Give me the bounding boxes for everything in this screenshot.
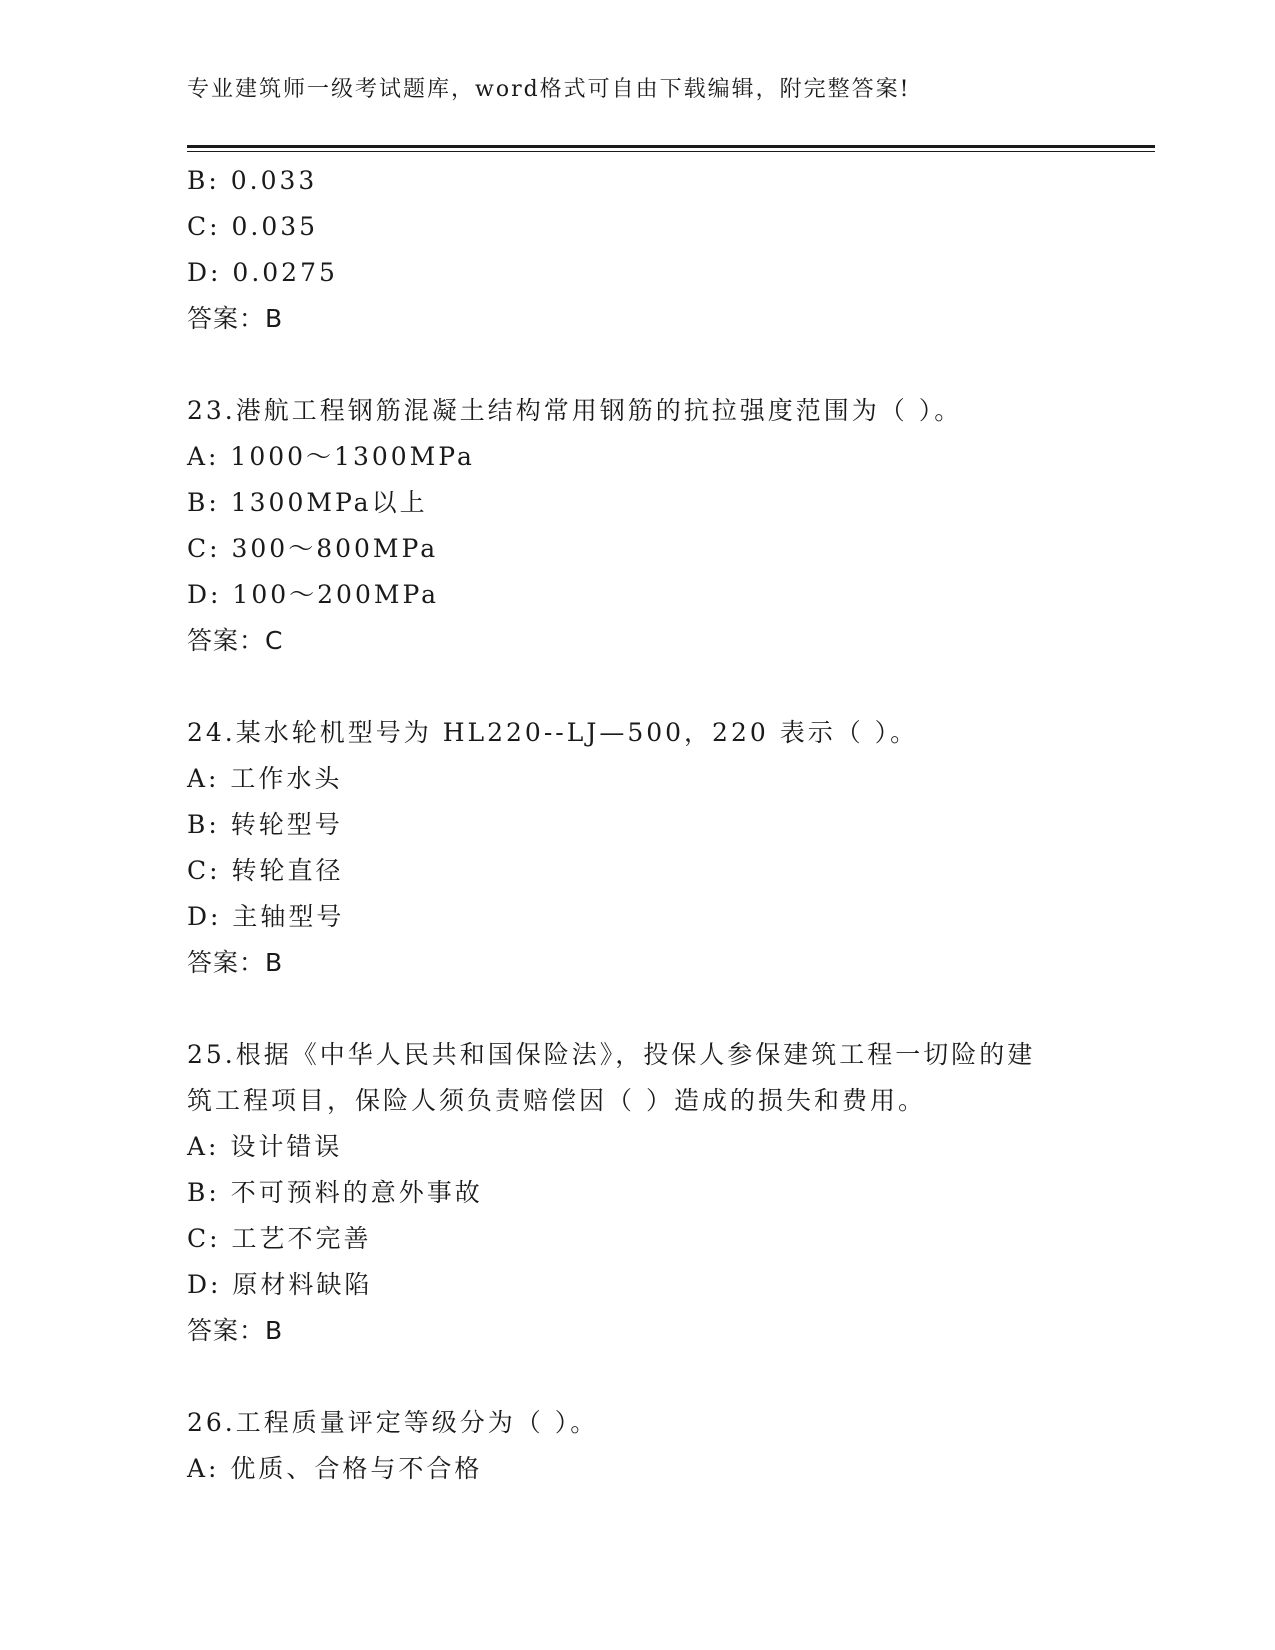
page-header: 专业建筑师一级考试题库，word格式可自由下载编辑，附完整答案!	[187, 77, 911, 102]
question-stem-line-1: 25.根据《中华人民共和国保险法》，投保人参保建筑工程一切险的建	[187, 1040, 1036, 1069]
question-22-tail	[187, 158, 1087, 342]
option-a: A: 1000～1300MPa	[187, 442, 475, 471]
option-c: C: 0.035	[187, 212, 319, 241]
question-26	[187, 1400, 1087, 1492]
question-24	[187, 710, 1087, 986]
option-d: D: 0.0275	[187, 258, 338, 287]
question-25	[187, 1032, 1087, 1354]
answer: 答案：B	[187, 948, 284, 977]
question-stem: 23.港航工程钢筋混凝土结构常用钢筋的抗拉强度范围为（ ）。	[187, 396, 963, 425]
header-rule-thick	[187, 145, 1155, 148]
answer: 答案：B	[187, 304, 284, 333]
option-d: D: 100～200MPa	[187, 580, 440, 609]
option-c: C: 工艺不完善	[187, 1224, 372, 1253]
option-c: C: 300～800MPa	[187, 534, 439, 563]
answer: 答案：C	[187, 626, 284, 655]
question-stem: 24.某水轮机型号为 HL220--LJ—500，220 表示（ ）。	[187, 718, 919, 747]
question-stem: 26.工程质量评定等级分为（ ）。	[187, 1408, 599, 1437]
option-a: A: 优质、合格与不合格	[187, 1454, 483, 1483]
question-23	[187, 388, 1087, 664]
question-stem-line-2: 筑工程项目，保险人须负责赔偿因（ ）造成的损失和费用。	[187, 1086, 926, 1115]
option-d: D: 主轴型号	[187, 902, 345, 931]
answer: 答案：B	[187, 1316, 284, 1345]
option-b: B: 转轮型号	[187, 810, 343, 839]
option-a: A: 工作水头	[187, 764, 343, 793]
option-d: D: 原材料缺陷	[187, 1270, 373, 1299]
option-b: B: 1300MPa以上	[187, 488, 428, 517]
question-list	[187, 158, 1087, 1492]
option-b: B: 0.033	[187, 166, 318, 195]
option-b: B: 不可预料的意外事故	[187, 1178, 483, 1207]
option-a: A: 设计错误	[187, 1132, 343, 1161]
option-c: C: 转轮直径	[187, 856, 344, 885]
header-rule-thin	[187, 151, 1155, 152]
